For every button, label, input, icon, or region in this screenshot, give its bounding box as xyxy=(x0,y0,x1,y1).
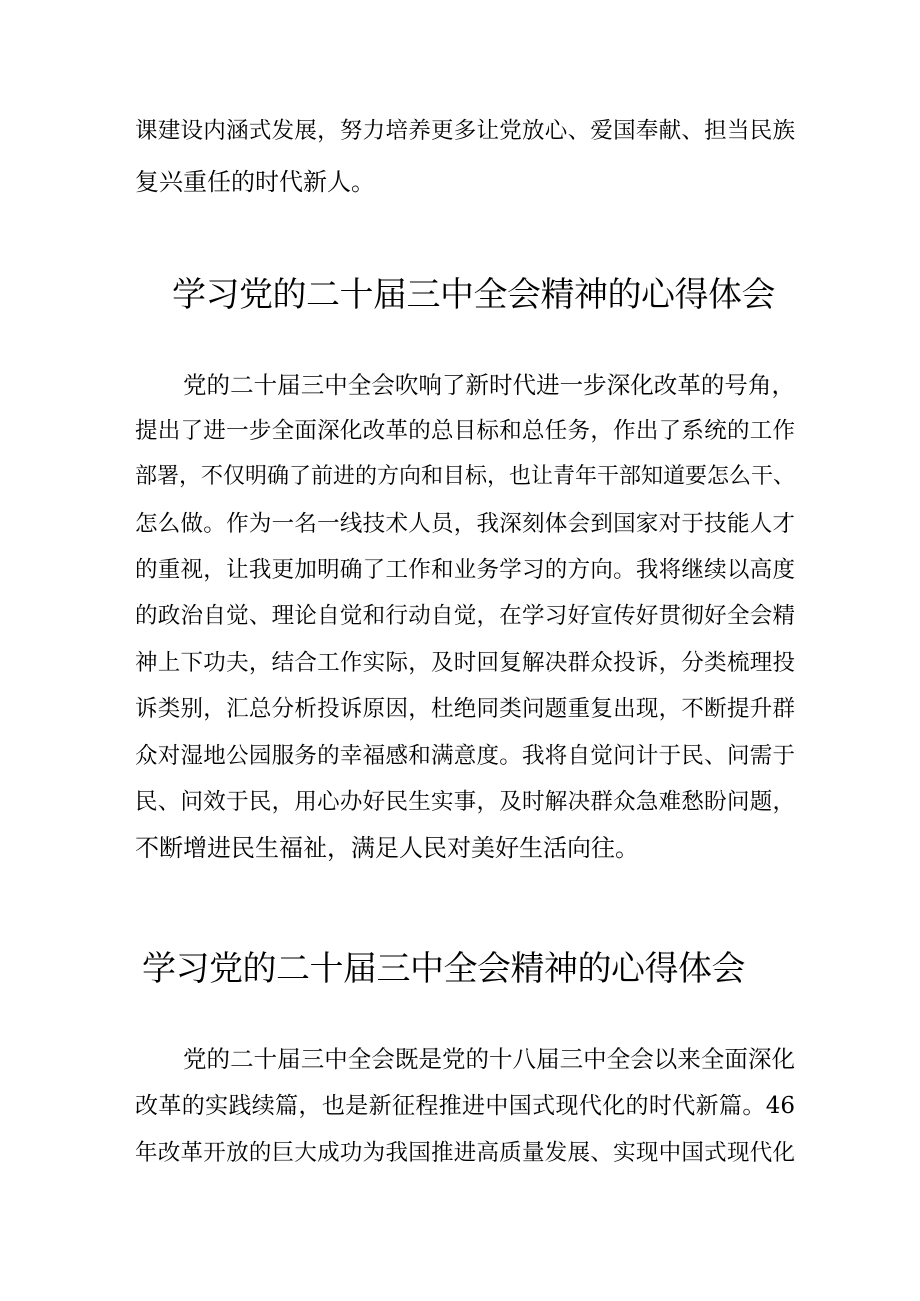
paragraph-line: 众对湿地公园服务的幸福感和满意度。我将自觉问计于民、问需于 xyxy=(135,743,795,769)
paragraph-line: 民、问效于民，用心办好民生实事，及时解决群众急难愁盼问题， xyxy=(135,789,795,815)
article-title: 学习党的二十届三中全会精神的心得体会 xyxy=(172,275,775,315)
article-title: 学习党的二十届三中全会精神的心得体会 xyxy=(142,949,745,989)
paragraph-line: 提出了进一步全面深化改革的总目标和总任务，作出了系统的工作 xyxy=(135,418,795,444)
paragraph-line: 课建设内涵式发展，努力培养更多让党放心、爱国奉献、担当民族 xyxy=(135,118,795,144)
paragraph-line: 怎么做。作为一名一线技术人员，我深刻体会到国家对于技能人才 xyxy=(135,511,795,537)
paragraph-line: 诉类别，汇总分析投诉原因，杜绝同类问题重复出现，不断提升群 xyxy=(135,696,795,722)
paragraph-line: 不断增进民生福祉，满足人民对美好生活向往。 xyxy=(135,834,639,862)
paragraph-line: 的重视，让我更加明确了工作和业务学习的方向。我将继续以高度 xyxy=(135,557,795,583)
paragraph-line: 改革的实践续篇，也是新征程推进中国式现代化的时代新篇。46 xyxy=(135,1093,795,1119)
paragraph-line: 党的二十届三中全会既是党的十八届三中全会以来全面深化 xyxy=(183,1045,795,1073)
paragraph-line: 的政治自觉、理论自觉和行动自觉，在学习好宣传好贯彻好全会精 xyxy=(135,603,795,629)
paragraph-line: 复兴重任的时代新人。 xyxy=(135,168,375,196)
paragraph-line: 党的二十届三中全会吹响了新时代进一步深化改革的号角， xyxy=(183,371,795,399)
paragraph-line: 部署，不仅明确了前进的方向和目标，也让青年干部知道要怎么干、 xyxy=(135,464,795,489)
paragraph-line: 年改革开放的巨大成功为我国推进高质量发展、实现中国式现代化 xyxy=(135,1140,795,1166)
paragraph-line: 神上下功夫，结合工作实际，及时回复解决群众投诉，分类梳理投 xyxy=(135,650,795,676)
